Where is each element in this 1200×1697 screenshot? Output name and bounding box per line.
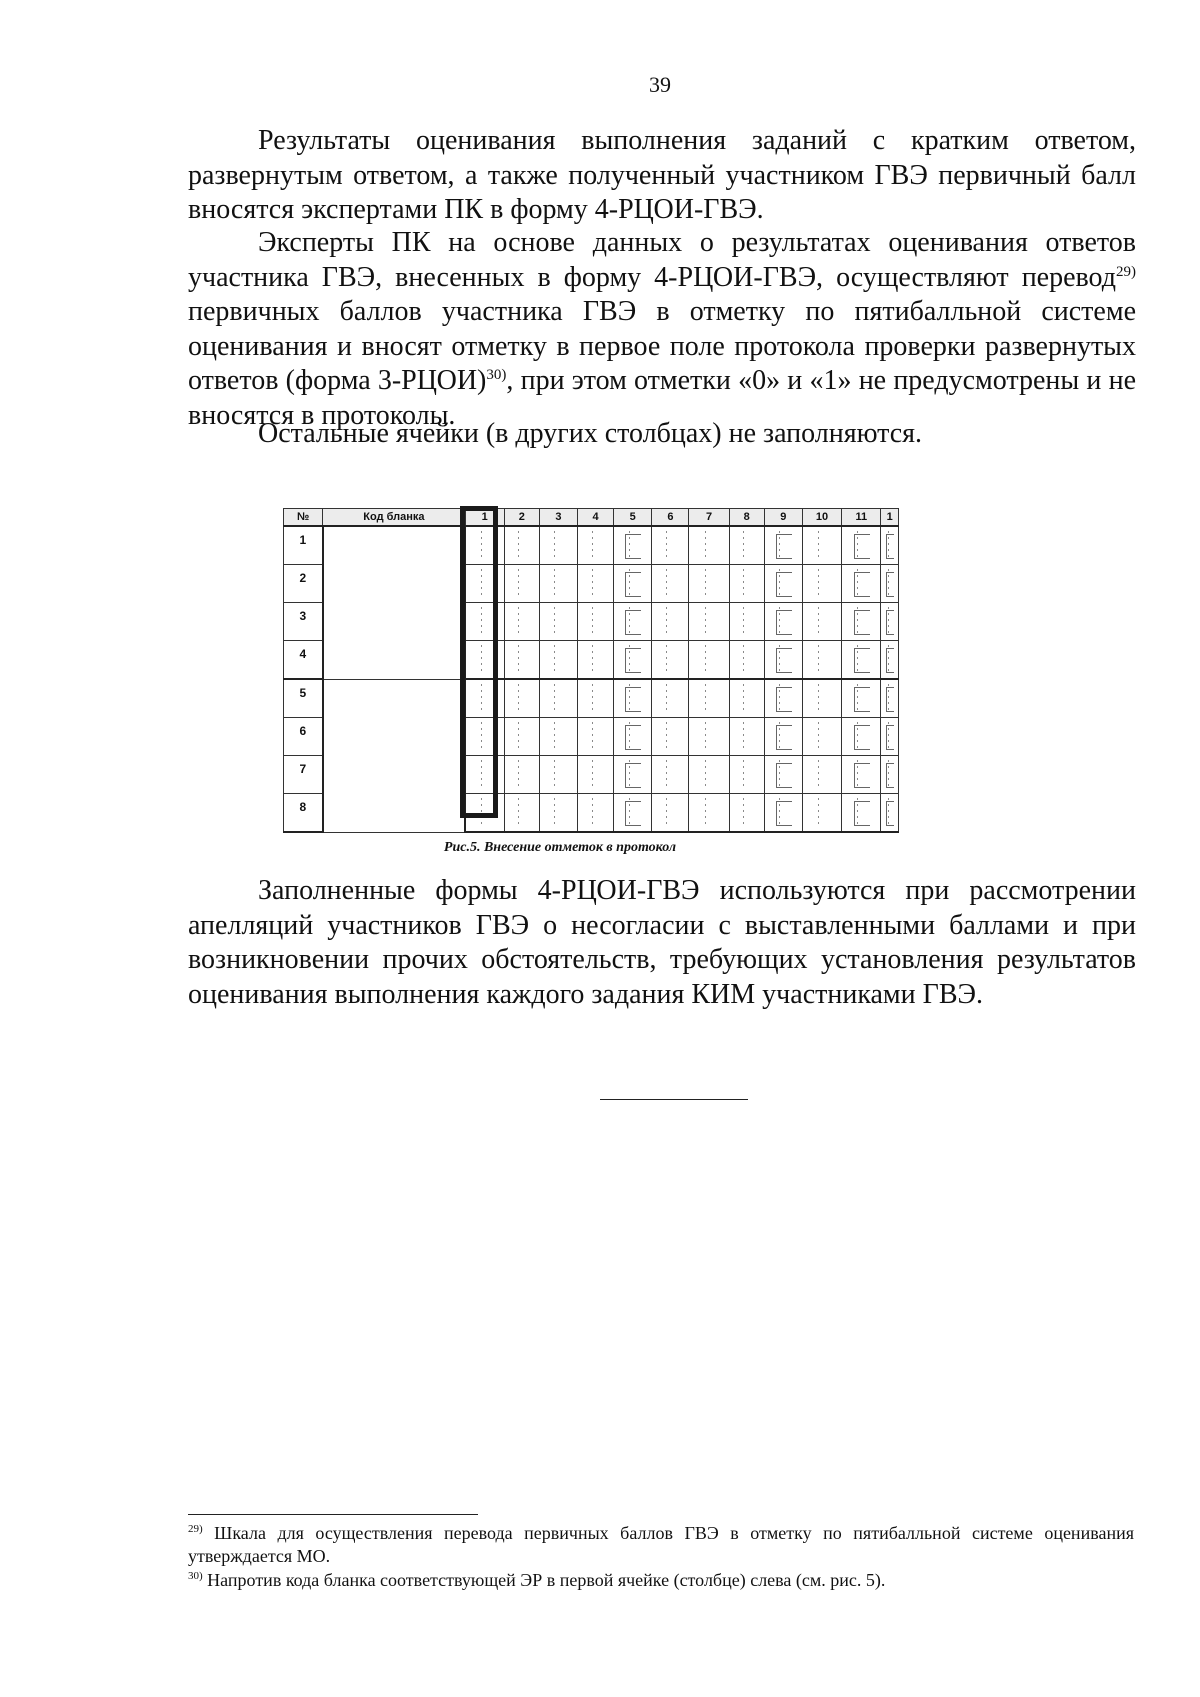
row-number: 4	[284, 641, 323, 680]
score-cell	[729, 756, 764, 794]
score-cell	[689, 641, 729, 680]
score-cell	[881, 565, 899, 603]
section-separator	[600, 1099, 748, 1100]
score-cell	[802, 526, 841, 565]
header-col-2: 2	[504, 509, 539, 527]
score-cell	[652, 756, 689, 794]
paragraph-3: Остальные ячейки (в других столбцах) не заполняются.	[258, 418, 923, 449]
score-cell	[578, 794, 614, 833]
first-column-highlight	[460, 506, 498, 818]
header-col-4: 4	[578, 509, 614, 527]
score-cell	[881, 679, 899, 718]
footnote-30-mark: 30)	[188, 1570, 203, 1582]
page-number: 39	[649, 72, 671, 97]
score-cell	[504, 679, 539, 718]
row-number: 8	[284, 794, 323, 833]
header-col-1: 1	[465, 509, 504, 527]
score-cell	[881, 603, 899, 641]
score-cell	[802, 603, 841, 641]
score-cell	[842, 603, 881, 641]
header-col-5: 5	[614, 509, 652, 527]
header-col-10: 10	[802, 509, 841, 527]
score-cell	[539, 565, 577, 603]
table-row	[284, 679, 899, 718]
paragraph-1: Результаты оценивания выполнения заданий с кратким ответом, развернутым ответом, а также полученный участником ГВЭ первичный балл вносятся экспертами ПК в форму 4-РЦОИ-ГВЭ.	[188, 125, 1136, 225]
header-form-code: Код бланка	[323, 509, 465, 527]
score-cell	[504, 756, 539, 794]
score-cell	[764, 679, 802, 718]
footnote-30-text: Напротив кода бланка соответствующей ЭР в первой ячейке (столбце) слева (см. рис. 5).	[202, 1570, 886, 1590]
paragraph-2-part-b: первичных баллов участника ГВЭ в отметку по пятибалльной системе оценивания и вносят отметку в первое поле протокола проверки развернутых ответов (форма 3-РЦОИ)	[188, 296, 1136, 396]
score-cell	[764, 718, 802, 756]
score-cell	[539, 718, 577, 756]
paragraph-2	[188, 226, 1136, 433]
footnote-separator	[188, 1514, 478, 1515]
score-cell	[842, 526, 881, 565]
table-row	[284, 526, 899, 565]
score-cell	[729, 641, 764, 680]
row-number: 7	[284, 756, 323, 794]
score-cell	[842, 756, 881, 794]
header-col-3: 3	[539, 509, 577, 527]
score-cell	[689, 603, 729, 641]
score-cell	[539, 679, 577, 718]
protocol-table-body	[284, 526, 899, 832]
score-cell	[802, 718, 841, 756]
header-number: №	[284, 509, 323, 527]
score-cell	[504, 718, 539, 756]
protocol-figure	[283, 508, 898, 824]
score-cell	[689, 565, 729, 603]
score-cell	[729, 565, 764, 603]
score-cell	[842, 718, 881, 756]
score-cell	[504, 641, 539, 680]
header-col-7: 7	[689, 509, 729, 527]
score-cell	[578, 565, 614, 603]
score-cell	[578, 756, 614, 794]
score-cell	[652, 794, 689, 833]
score-cell	[652, 526, 689, 565]
row-number: 2	[284, 565, 323, 603]
score-cell	[652, 641, 689, 680]
score-cell	[614, 794, 652, 833]
footnote-29	[188, 1522, 1134, 1568]
score-cell	[802, 756, 841, 794]
row-number: 6	[284, 718, 323, 756]
figure-caption: Рис.5. Внесение отметок в протокол	[443, 840, 677, 855]
footnote-29-mark: 29)	[188, 1523, 203, 1535]
score-cell	[504, 526, 539, 565]
score-cell	[842, 641, 881, 680]
score-cell	[689, 794, 729, 833]
score-cell	[842, 794, 881, 833]
score-cell	[652, 603, 689, 641]
score-cell	[729, 794, 764, 833]
score-cell	[614, 718, 652, 756]
score-cell	[764, 565, 802, 603]
score-cell	[652, 679, 689, 718]
paragraph-2-part-a: Эксперты ПК на основе данных о результатах оценивания ответов участника ГВЭ, внесенных в форму 4-РЦОИ-ГВЭ, осуществляют перевод	[188, 227, 1136, 293]
score-cell	[652, 718, 689, 756]
score-cell	[881, 526, 899, 565]
row-number: 5	[284, 679, 323, 718]
protocol-table	[283, 508, 899, 833]
score-cell	[729, 679, 764, 718]
score-cell	[802, 794, 841, 833]
header-col-6: 6	[652, 509, 689, 527]
score-cell	[578, 718, 614, 756]
score-cell	[729, 603, 764, 641]
score-cell	[578, 526, 614, 565]
score-cell	[614, 603, 652, 641]
score-cell	[652, 565, 689, 603]
score-cell	[802, 565, 841, 603]
score-cell	[504, 794, 539, 833]
score-cell	[764, 756, 802, 794]
footnote-ref-30: 30)	[486, 367, 507, 383]
footnote-30	[188, 1569, 1134, 1592]
header-col-8: 8	[729, 509, 764, 527]
score-cell	[881, 641, 899, 680]
row-number: 1	[284, 526, 323, 565]
score-cell	[842, 679, 881, 718]
score-cell	[578, 641, 614, 680]
score-cell	[802, 641, 841, 680]
paragraph-2-part-c: , при этом отметки «0» и «1» не предусмотрены и не вносятся в протоколы.	[188, 365, 1136, 431]
form-code-cell	[323, 679, 465, 832]
score-cell	[614, 641, 652, 680]
score-cell	[764, 526, 802, 565]
score-cell	[539, 756, 577, 794]
footnote-29-text: Шкала для осуществления перевода первичных баллов ГВЭ в отметку по пятибалльной системе оценивания утверждается МО.	[188, 1523, 1134, 1566]
header-col-12-cut: 1	[881, 509, 899, 527]
score-cell	[881, 756, 899, 794]
score-cell	[764, 641, 802, 680]
footnote-ref-29: 29)	[1116, 263, 1136, 280]
score-cell	[614, 679, 652, 718]
score-cell	[578, 603, 614, 641]
row-number: 3	[284, 603, 323, 641]
score-cell	[504, 565, 539, 603]
score-cell	[614, 526, 652, 565]
score-cell	[764, 794, 802, 833]
score-cell	[802, 679, 841, 718]
score-cell	[729, 718, 764, 756]
score-cell	[689, 756, 729, 794]
score-cell	[689, 526, 729, 565]
score-cell	[764, 603, 802, 641]
score-cell	[689, 679, 729, 718]
score-cell	[729, 526, 764, 565]
score-cell	[881, 718, 899, 756]
header-col-11: 11	[842, 509, 881, 527]
paragraph-4: Заполненные формы 4-РЦОИ-ГВЭ используются при рассмотрении апелляций участников ГВЭ о несогласии с выставленными баллами и при возникновении прочих обстоятельств, требующих установления результатов оценивания выполнения каждого задания КИМ участниками ГВЭ.	[188, 875, 1136, 1010]
score-cell	[614, 565, 652, 603]
score-cell	[504, 603, 539, 641]
score-cell	[578, 679, 614, 718]
score-cell	[539, 641, 577, 680]
score-cell	[539, 603, 577, 641]
score-cell	[539, 794, 577, 833]
score-cell	[614, 756, 652, 794]
score-cell	[539, 526, 577, 565]
header-col-9: 9	[764, 509, 802, 527]
score-cell	[842, 565, 881, 603]
score-cell	[881, 794, 899, 833]
score-cell	[689, 718, 729, 756]
table-header-row	[284, 509, 899, 527]
form-code-cell	[323, 526, 465, 679]
